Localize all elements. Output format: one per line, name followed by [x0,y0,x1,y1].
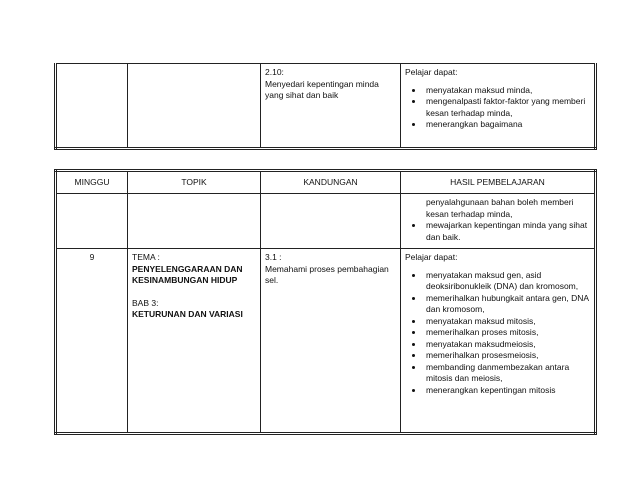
cell-kandungan [261,64,401,149]
cell-minggu [56,249,128,434]
list-item: • menyatakan maksud mitosis, [424,316,590,328]
list-item: • mewajarkan kepentingan minda yang sihat dan baik. [424,220,590,243]
header-kandungan: KANDUNGAN [261,171,401,194]
header-hasil: HASIL PEMBELAJARAN [401,171,596,194]
table-header-row [56,171,596,194]
hasil-intro: Pelajar dapat: [405,252,458,262]
hasil-list [405,197,590,243]
header-topik: TOPIK [128,171,261,194]
list-item: • menerangkan bagaimana [424,119,590,131]
list-item: • membanding danmembezakan antara mitosis dan meiosis, [424,362,590,385]
kandungan-code: 2.10: [265,67,284,77]
cell-topik [128,249,261,434]
top-table-fragment [54,63,597,150]
tema-title: PENYELENGGARAAN DAN KESINAMBUNGAN HIDUP [132,263,243,285]
cell-topik [128,64,261,149]
hasil-list [405,85,590,131]
tema-label: TEMA : [132,252,160,262]
list-item: • mengenalpasti faktor-faktor yang memberi kesan terhadap minda, [424,96,590,119]
cell-minggu [56,194,128,249]
list-item: • menyatakan maksud gen, asid deoksiribonukleik (DNA) dan kromosom, [424,270,590,293]
cell-kandungan [261,194,401,249]
bab-label: BAB 3: [132,297,159,308]
cell-hasil [401,194,596,249]
kandungan-text: Memahami proses pembahagian sel. [265,263,389,285]
list-item: • menerangkan kepentingan mitosis [424,385,590,397]
list-item: • memerihalkan proses mitosis, [424,327,590,339]
list-item: • memerihalkan prosesmeiosis, [424,350,590,362]
list-item: • memerihalkan hubungkait antara gen, DNA dan kromosom, [424,293,590,316]
cell-hasil [401,249,596,434]
list-item-continued: penyalahgunaan bahan boleh memberi kesan terhadap minda, [426,197,574,219]
hasil-list [405,270,590,397]
cell-minggu [56,64,128,149]
bab-title: KETURUNAN DAN VARIASI [132,309,243,319]
main-table [54,169,597,435]
list-item: • menyatakan maksudmeiosis, [424,339,590,351]
table-row [56,64,596,149]
week-number: 9 [89,252,95,262]
hasil-intro: Pelajar dapat: [405,67,458,77]
header-minggu: MINGGU [56,171,128,194]
cell-kandungan [261,249,401,434]
cell-topik [128,194,261,249]
cell-hasil [401,64,596,149]
table-row-week-9 [56,249,596,434]
list-item: • menyatakan maksud minda, [424,85,590,97]
kandungan-text: Menyedari kepentingan minda yang sihat dan baik [265,78,379,100]
table-row [56,194,596,249]
kandungan-code: 3.1 : [265,252,282,262]
